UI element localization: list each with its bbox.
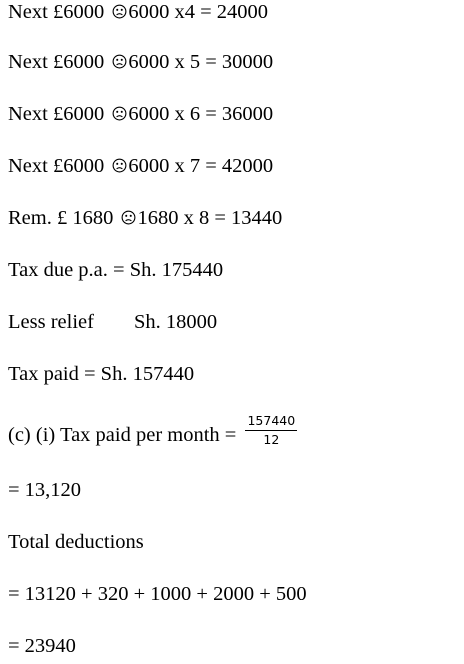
- frowning-face-icon: [112, 106, 127, 121]
- fraction-denominator: 12: [263, 432, 280, 447]
- remainder-label: Rem. £ 1680: [8, 207, 119, 229]
- bracket-calc: 6000 x 5 = 30000: [128, 51, 274, 73]
- total-deductions-sum: = 13120 + 320 + 1000 + 2000 + 500: [8, 583, 307, 605]
- per-month-text: (c) (i) Tax paid per month =: [8, 424, 242, 447]
- bracket-label: Next £6000: [8, 1, 110, 23]
- tax-due-line: Tax due p.a. = Sh. 175440: [8, 259, 224, 281]
- bracket-calc: 6000 x 6 = 36000: [128, 103, 274, 125]
- bracket-label: Next £6000: [8, 155, 110, 177]
- bracket-label: Next £6000: [8, 51, 110, 73]
- frowning-face-icon: [112, 54, 127, 69]
- bracket-calc: 6000 x 7 = 42000: [128, 155, 274, 177]
- bracket-line-4: [8, 154, 273, 178]
- frowning-face-icon: [112, 4, 127, 19]
- bracket-calc: 6000 x4 = 24000: [128, 1, 269, 23]
- total-deductions-result: = 23940: [8, 635, 76, 657]
- relief-value: Sh. 18000: [133, 311, 218, 333]
- relief-label: Less relief: [8, 311, 94, 333]
- tax-paid-line: Tax paid = Sh. 157440: [8, 363, 195, 385]
- fraction-numerator: 157440: [245, 414, 297, 431]
- per-month-result: = 13,120: [8, 479, 82, 501]
- bracket-line-3: [8, 102, 273, 126]
- relief-line: [8, 310, 217, 334]
- bracket-line-1: [8, 0, 268, 24]
- bracket-label: Next £6000: [8, 103, 110, 125]
- frowning-face-icon: [112, 158, 127, 173]
- frowning-face-icon: [121, 210, 136, 225]
- bracket-line-2: [8, 50, 273, 74]
- per-month-fraction: [245, 414, 297, 447]
- remainder-line: [8, 206, 282, 230]
- remainder-calc: 1680 x 8 = 13440: [137, 207, 283, 229]
- per-month-line: [8, 413, 297, 453]
- total-deductions-label: Total deductions: [8, 531, 144, 553]
